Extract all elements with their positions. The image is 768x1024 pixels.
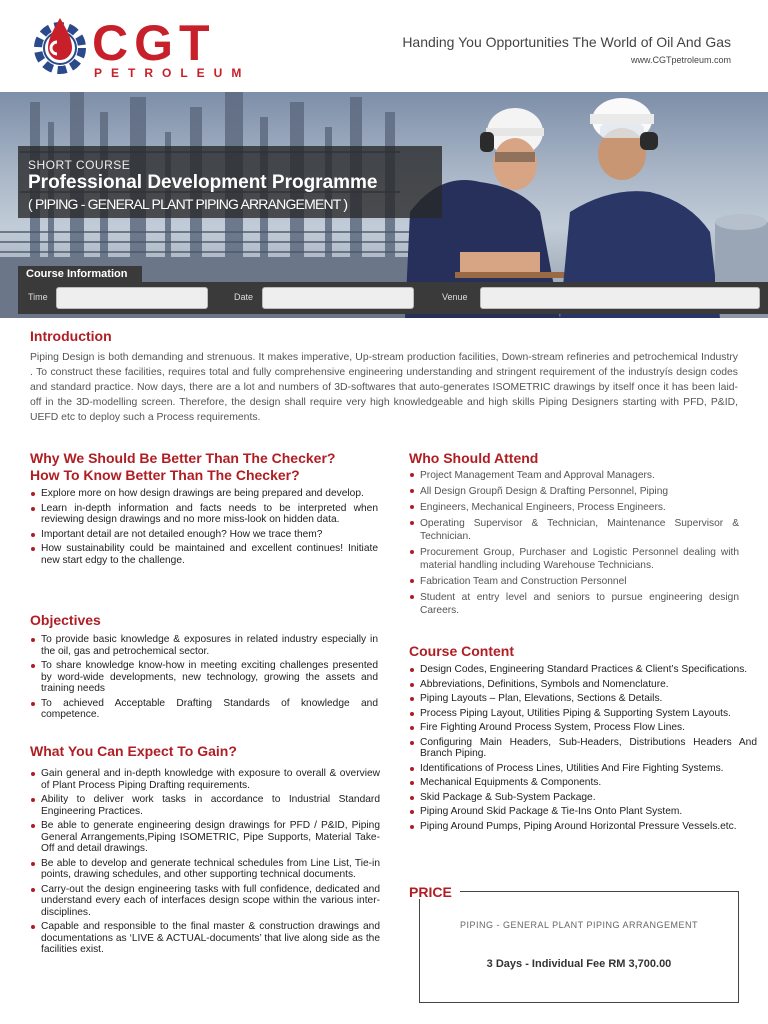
list-item: Procurement Group, Purchaser and Logistic Personnel dealing with material handling including Warehouse Technicians. bbox=[409, 546, 739, 572]
list-item: Important detail are not detailed enough? How we trace them? bbox=[30, 529, 378, 541]
list-item: How sustainability could be maintained and excellent continues! Initiate new start edgy to the challenge. bbox=[30, 543, 378, 566]
price-course-name: PIPING - GENERAL PLANT PIPING ARRANGEMENT bbox=[459, 920, 699, 930]
list-item: Identifications of Process Lines, Utilities And Fire Fighting Systems. bbox=[409, 763, 757, 775]
list-item: Gain general and in-depth knowledge with exposure to overall & overview of Plant Process Piping Drafting requirements. bbox=[30, 768, 380, 791]
logo-wordmark: CGT bbox=[92, 15, 216, 71]
list-item: Configuring Main Headers, Sub-Headers, Distributions Headers And Branch Piping. bbox=[409, 737, 757, 760]
list-item: Student at entry level and seniors to pursue engineering design Careers. bbox=[409, 591, 739, 617]
why-heading bbox=[30, 450, 335, 484]
course-title-box bbox=[18, 146, 442, 218]
website-link[interactable]: www.CGTpetroleum.com bbox=[630, 55, 731, 65]
hero-banner bbox=[0, 92, 768, 318]
list-item: Capable and responsible to the final master & construction drawings and documentations as ‘LIVE & ACTUAL-documents’ that live along side as the facilities exist. bbox=[30, 921, 380, 956]
list-item: Be able to develop and generate technical schedules from Line List, Tie-in points, drawing schedules, and other supporting technical documents. bbox=[30, 858, 380, 881]
list-item: Abbreviations, Definitions, Symbols and Nomenclature. bbox=[409, 679, 757, 691]
short-course-label: SHORT COURSE bbox=[28, 158, 131, 172]
venue-label: Venue bbox=[442, 292, 468, 302]
list-item: Process Piping Layout, Utilities Piping & Supporting System Layouts. bbox=[409, 708, 757, 720]
list-item: Ability to deliver work tasks in accordance to Industrial Standard Engineering Practices. bbox=[30, 794, 380, 817]
course-content-list bbox=[409, 664, 757, 835]
programme-title: Professional Development Programme bbox=[28, 172, 378, 193]
course-content-heading: Course Content bbox=[409, 643, 514, 659]
list-item: Operating Supervisor & Technician, Maintenance Supervisor & Technician. bbox=[409, 517, 739, 543]
programme-subtitle: ( PIPING - GENERAL PLANT PIPING ARRANGEMENT ) bbox=[28, 196, 348, 212]
tagline: Handing You Opportunities The World of Oil And Gas bbox=[402, 34, 731, 50]
price-box bbox=[419, 891, 739, 1003]
gain-list bbox=[30, 768, 380, 959]
cgt-logo bbox=[30, 12, 290, 82]
introduction-heading: Introduction bbox=[30, 328, 112, 344]
list-item: Engineers, Mechanical Engineers, Process Engineers. bbox=[409, 501, 739, 514]
price-label: PRICE bbox=[409, 884, 452, 900]
time-label: Time bbox=[28, 292, 48, 302]
introduction-text: Piping Design is both demanding and strenuous. It makes imperative, Up-stream production facilities, Down-stream refineries and petrochemical Industry . To construct these facilities, requires total and fully comprehensive engineering understanding and stringent requirement of the industryís design codes and standard practice. Now days, there are a lot and numbers of 3D-softwares that auto-generates ISOMETRIC drawings by itself once it has been laid-off in the 3D-modelling screen. Therefore, the design shall require very high knowledgeable and high skills Piping Designers starting with PFD, P&ID, UEFD etc to deploy such a Process requirements. bbox=[30, 352, 738, 423]
time-field[interactable] bbox=[56, 287, 208, 309]
list-item: Mechanical Equipments & Components. bbox=[409, 777, 757, 789]
page-header bbox=[0, 0, 768, 92]
list-item: Carry-out the design engineering tasks with full confidence, dedicated and understand every each of interfaces design scope within the various inter-disciplines. bbox=[30, 884, 380, 919]
price-fee: 3 Days - Individual Fee RM 3,700.00 bbox=[486, 958, 672, 970]
gain-heading: What You Can Expect To Gain? bbox=[30, 743, 237, 759]
list-item: Fabrication Team and Construction Personnel bbox=[409, 575, 739, 588]
list-item: Project Management Team and Approval Managers. bbox=[409, 469, 739, 482]
date-label: Date bbox=[234, 292, 254, 302]
course-information-tab: Course Information bbox=[18, 266, 142, 282]
list-item: Fire Fighting Around Process System, Process Flow Lines. bbox=[409, 722, 757, 734]
why-heading-line1: Why We Should Be Better Than The Checker? bbox=[30, 450, 336, 466]
list-item: Piping Layouts – Plan, Elevations, Sections & Details. bbox=[409, 693, 757, 705]
list-item: All Design Groupñ Design & Drafting Personnel, Piping bbox=[409, 485, 739, 498]
list-item: Design Codes, Engineering Standard Practices & Client’s Specifications. bbox=[409, 664, 757, 676]
date-field[interactable] bbox=[262, 287, 414, 309]
list-item: To achieved Acceptable Drafting Standards of knowledge and competence. bbox=[30, 698, 378, 721]
list-item: Piping Around Pumps, Piping Around Horizontal Pressure Vessels.etc. bbox=[409, 821, 757, 833]
why-list bbox=[30, 488, 378, 569]
who-should-attend-heading: Who Should Attend bbox=[409, 450, 539, 466]
gear-drop-icon bbox=[30, 12, 90, 78]
list-item: Learn in-depth information and facts needs to be interpreted when reviewing design drawings and no more miss-look on hidden data. bbox=[30, 503, 378, 526]
objectives-heading: Objectives bbox=[30, 612, 101, 628]
attend-list bbox=[409, 469, 739, 620]
list-item: To provide basic knowledge & exposures in related industry especially in the oil, gas and petrochemical sector. bbox=[30, 634, 378, 657]
why-heading-line2: How To Know Better Than The Checker? bbox=[30, 467, 300, 483]
list-item: Piping Around Skid Package & Tie-Ins Onto Plant System. bbox=[409, 806, 757, 818]
list-item: Be able to generate engineering design drawings for PFD / P&ID, Piping General Arrangements,Piping ISOMETRIC, Pipe Supports, Material Take-Off and detail drawings. bbox=[30, 820, 380, 855]
course-information-bar bbox=[18, 282, 768, 314]
list-item: Skid Package & Sub-System Package. bbox=[409, 792, 757, 804]
list-item: Explore more on how design drawings are being prepared and develop. bbox=[30, 488, 378, 500]
logo-subtext: PETROLEUM bbox=[94, 66, 251, 80]
venue-field[interactable] bbox=[480, 287, 760, 309]
objectives-list bbox=[30, 634, 378, 724]
list-item: To share knowledge know-how in meeting exciting challenges presented by word-wide developments, new technology, growing the assets and training needs bbox=[30, 660, 378, 695]
